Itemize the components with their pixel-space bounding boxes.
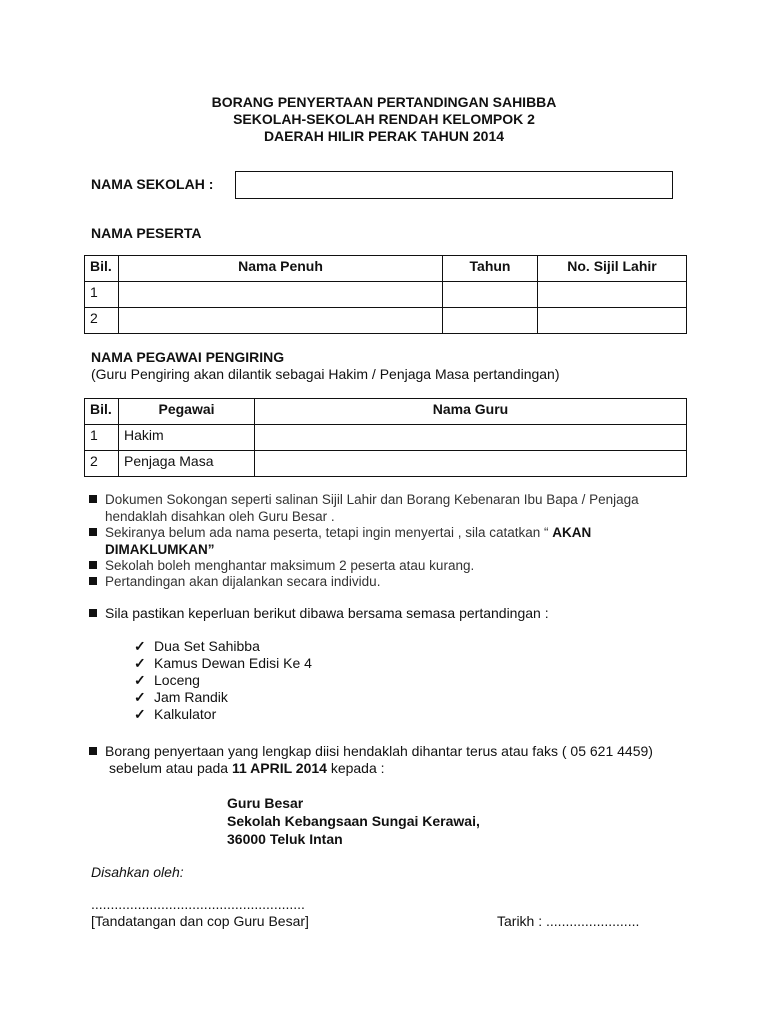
requirements-intro [89,605,549,622]
requirement-label: Loceng [154,672,200,688]
table-row [85,308,687,334]
submission-line2-post: kepada : [326,760,385,776]
submission-line1-text: Borang penyertaan yang lengkap diisi hendaklah dihantar terus atau faks ( 05 621 4459) [105,743,653,759]
participants-heading: NAMA PESERTA [91,225,202,241]
checkmark-icon: ✓ [134,655,146,671]
requirement-label: Kamus Dewan Edisi Ke 4 [154,655,312,671]
bullet-icon [89,747,97,755]
note-2 [89,524,709,541]
col-pegawai: Pegawai [119,399,255,425]
sijil-lahir-cell[interactable] [538,282,687,308]
address-line1: Guru Besar [227,795,304,811]
row-bil: 1 [85,425,119,451]
signature-dots: ....................................................... [91,896,305,912]
officers-heading: NAMA PEGAWAI PENGIRING [91,349,285,365]
col-tahun: Tahun [443,256,538,282]
submission-line2-pre: sebelum atau pada [109,760,232,776]
checkmark-icon: ✓ [134,689,146,705]
bullet-icon [89,561,97,569]
note-3 [89,557,474,574]
note-1 [89,491,709,508]
form-title-line1: BORANG PENYERTAAN PERTANDINGAN SAHIBBA [211,94,557,110]
officers-subheading: (Guru Pengiring akan dilantik sebagai Hakim / Penjaga Masa pertandingan) [91,366,560,382]
row-bil: 1 [85,282,119,308]
officers-table [84,398,687,477]
tahun-cell[interactable] [443,282,538,308]
bullet-icon [89,528,97,536]
table-row [85,282,687,308]
bullet-icon [89,577,97,585]
checkmark-icon: ✓ [134,672,146,688]
sijil-lahir-cell[interactable] [538,308,687,334]
col-sijil-lahir: No. Sijil Lahir [538,256,687,282]
nama-guru-cell[interactable] [255,425,687,451]
note-1-line2: hendaklah disahkan oleh Guru Besar . [105,509,335,524]
school-name-label: NAMA SEKOLAH : [91,176,214,192]
col-nama-penuh: Nama Penuh [119,256,443,282]
note-4 [89,573,380,590]
participants-header-row [85,256,687,282]
list-item [134,638,260,655]
nama-penuh-cell[interactable] [119,308,443,334]
tahun-cell[interactable] [443,308,538,334]
note-1-line1: Dokumen Sokongan seperti salinan Sijil Lahir dan Borang Kebenaran Ibu Bapa / Penjaga [105,492,639,507]
bullet-icon [89,495,97,503]
note-3-text: Sekolah boleh menghantar maksimum 2 peserta atau kurang. [105,558,475,573]
note-2-text: Sekiranya belum ada nama peserta, tetapi ingin menyertai , sila catatkan “ [105,525,549,540]
note-4-text: Pertandingan akan dijalankan secara individu. [105,574,381,589]
table-row [85,425,687,451]
submission-line2 [109,760,385,777]
submission-deadline: 11 APRIL 2014 [231,760,327,776]
col-bil: Bil. [85,399,119,425]
col-nama-guru: Nama Guru [255,399,687,425]
requirements-intro-text: Sila pastikan keperluan berikut dibawa bersama semasa pertandingan : [105,605,549,621]
pegawai-cell: Hakim [119,425,255,451]
officers-header-row [85,399,687,425]
row-bil: 2 [85,308,119,334]
list-item [134,672,200,689]
list-item [134,655,312,672]
table-row [85,451,687,477]
signature-caption: [Tandatangan dan cop Guru Besar] [91,913,309,929]
signature-label: Disahkan oleh: [91,864,184,880]
date-field[interactable]: Tarikh : ........................ [497,913,640,929]
requirement-label: Kalkulator [154,706,217,722]
submission-line1 [89,743,729,760]
pegawai-cell: Penjaga Masa [119,451,255,477]
nama-guru-cell[interactable] [255,451,687,477]
row-bil: 2 [85,451,119,477]
address-line3: 36000 Teluk Intan [227,831,343,847]
participants-table [84,255,687,334]
list-item [134,689,228,706]
nama-penuh-cell[interactable] [119,282,443,308]
requirement-label: Jam Randik [154,689,228,705]
note-2-emphasis-line2: DIMAKLUMKAN” [105,542,215,557]
form-title-line2: SEKOLAH-SEKOLAH RENDAH KELOMPOK 2 [233,111,535,127]
checkmark-icon: ✓ [134,638,146,654]
form-title-line3: DAERAH HILIR PERAK TAHUN 2014 [263,128,505,144]
col-bil: Bil. [85,256,119,282]
address-line2: Sekolah Kebangsaan Sungai Kerawai, [227,813,480,829]
school-name-field[interactable] [235,171,673,199]
checkmark-icon: ✓ [134,706,146,722]
requirement-label: Dua Set Sahibba [154,638,260,654]
list-item [134,706,216,723]
bullet-icon [89,609,97,617]
note-2-emphasis: AKAN [552,525,592,540]
